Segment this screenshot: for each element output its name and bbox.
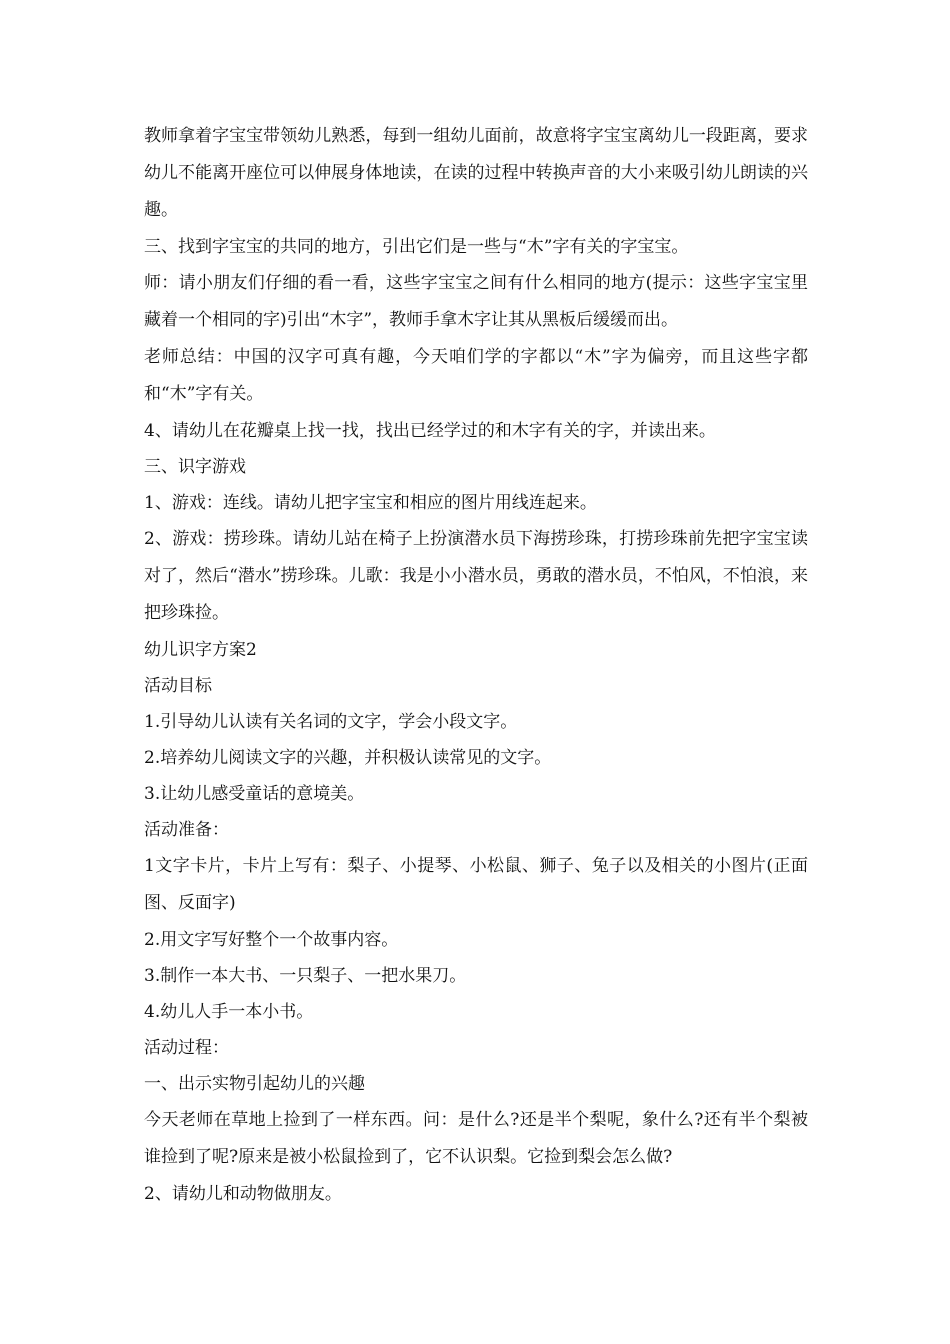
section-heading: 一、出示实物引起幼儿的兴趣 <box>144 1074 365 1094</box>
paragraph: 1、游戏：连线。请幼儿把字宝宝和相应的图片用线连起来。 <box>144 493 597 513</box>
paragraph: 老师总结：中国的汉字可真有趣，今天咱们学的字都以“木”字为偏旁，而且这些字都和“木”字有关。 <box>144 347 808 404</box>
list-item: 2.培养幼儿阅读文字的兴趣，并积极认读常见的文字。 <box>144 748 552 768</box>
list-item: 2、请幼儿和动物做朋友。 <box>144 1184 342 1204</box>
list-item: 3.让幼儿感受童话的意境美。 <box>144 784 365 804</box>
paragraph: 三、找到字宝宝的共同的地方，引出它们是一些与“木”字有关的字宝宝。 <box>144 237 689 257</box>
paragraph: 今天老师在草地上捡到了一样东西。问：是什么?还是半个梨呢，象什么?还有半个梨被谁捡到了呢?原来是被小松鼠捡到了，它不认识梨。它捡到梨会怎么做? <box>144 1110 808 1167</box>
paragraph: 4、请幼儿在花瓣桌上找一找，找出已经学过的和木字有关的字，并读出来。 <box>144 421 716 441</box>
list-item: 1文字卡片，卡片上写有：梨子、小提琴、小松鼠、狮子、兔子以及相关的小图片(正面图、反面字) <box>144 856 808 913</box>
list-item: 1.引导幼儿认读有关名词的文字，学会小段文字。 <box>144 712 518 732</box>
section-heading: 活动准备： <box>144 820 229 840</box>
section-heading: 活动目标 <box>144 676 212 696</box>
list-item: 3.制作一本大书、一只梨子、一把水果刀。 <box>144 966 467 986</box>
list-item: 2.用文字写好整个一个故事内容。 <box>144 930 399 950</box>
section-heading: 活动过程： <box>144 1038 229 1058</box>
list-item: 4.幼儿人手一本小书。 <box>144 1002 314 1022</box>
section-heading: 幼儿识字方案2 <box>144 640 257 660</box>
paragraph: 教师拿着字宝宝带领幼儿熟悉，每到一组幼儿面前，故意将字宝宝离幼儿一段距离，要求幼儿不能离开座位可以伸展身体地读，在读的过程中转换声音的大小来吸引幼儿朗读的兴趣。 <box>144 126 808 220</box>
paragraph: 师：请小朋友们仔细的看一看，这些字宝宝之间有什么相同的地方(提示：这些字宝宝里藏着一个相同的字)引出“木字”，教师手拿木字让其从黑板后缓缓而出。 <box>144 273 808 330</box>
paragraph: 2、游戏：捞珍珠。请幼儿站在椅子上扮演潜水员下海捞珍珠，打捞珍珠前先把字宝宝读对了，然后“潜水”捞珍珠。儿歌：我是小小潜水员，勇敢的潜水员，不怕风，不怕浪，来把珍珠捡。 <box>144 529 808 623</box>
document-body <box>144 118 808 1212</box>
section-heading: 三、识字游戏 <box>144 457 246 477</box>
